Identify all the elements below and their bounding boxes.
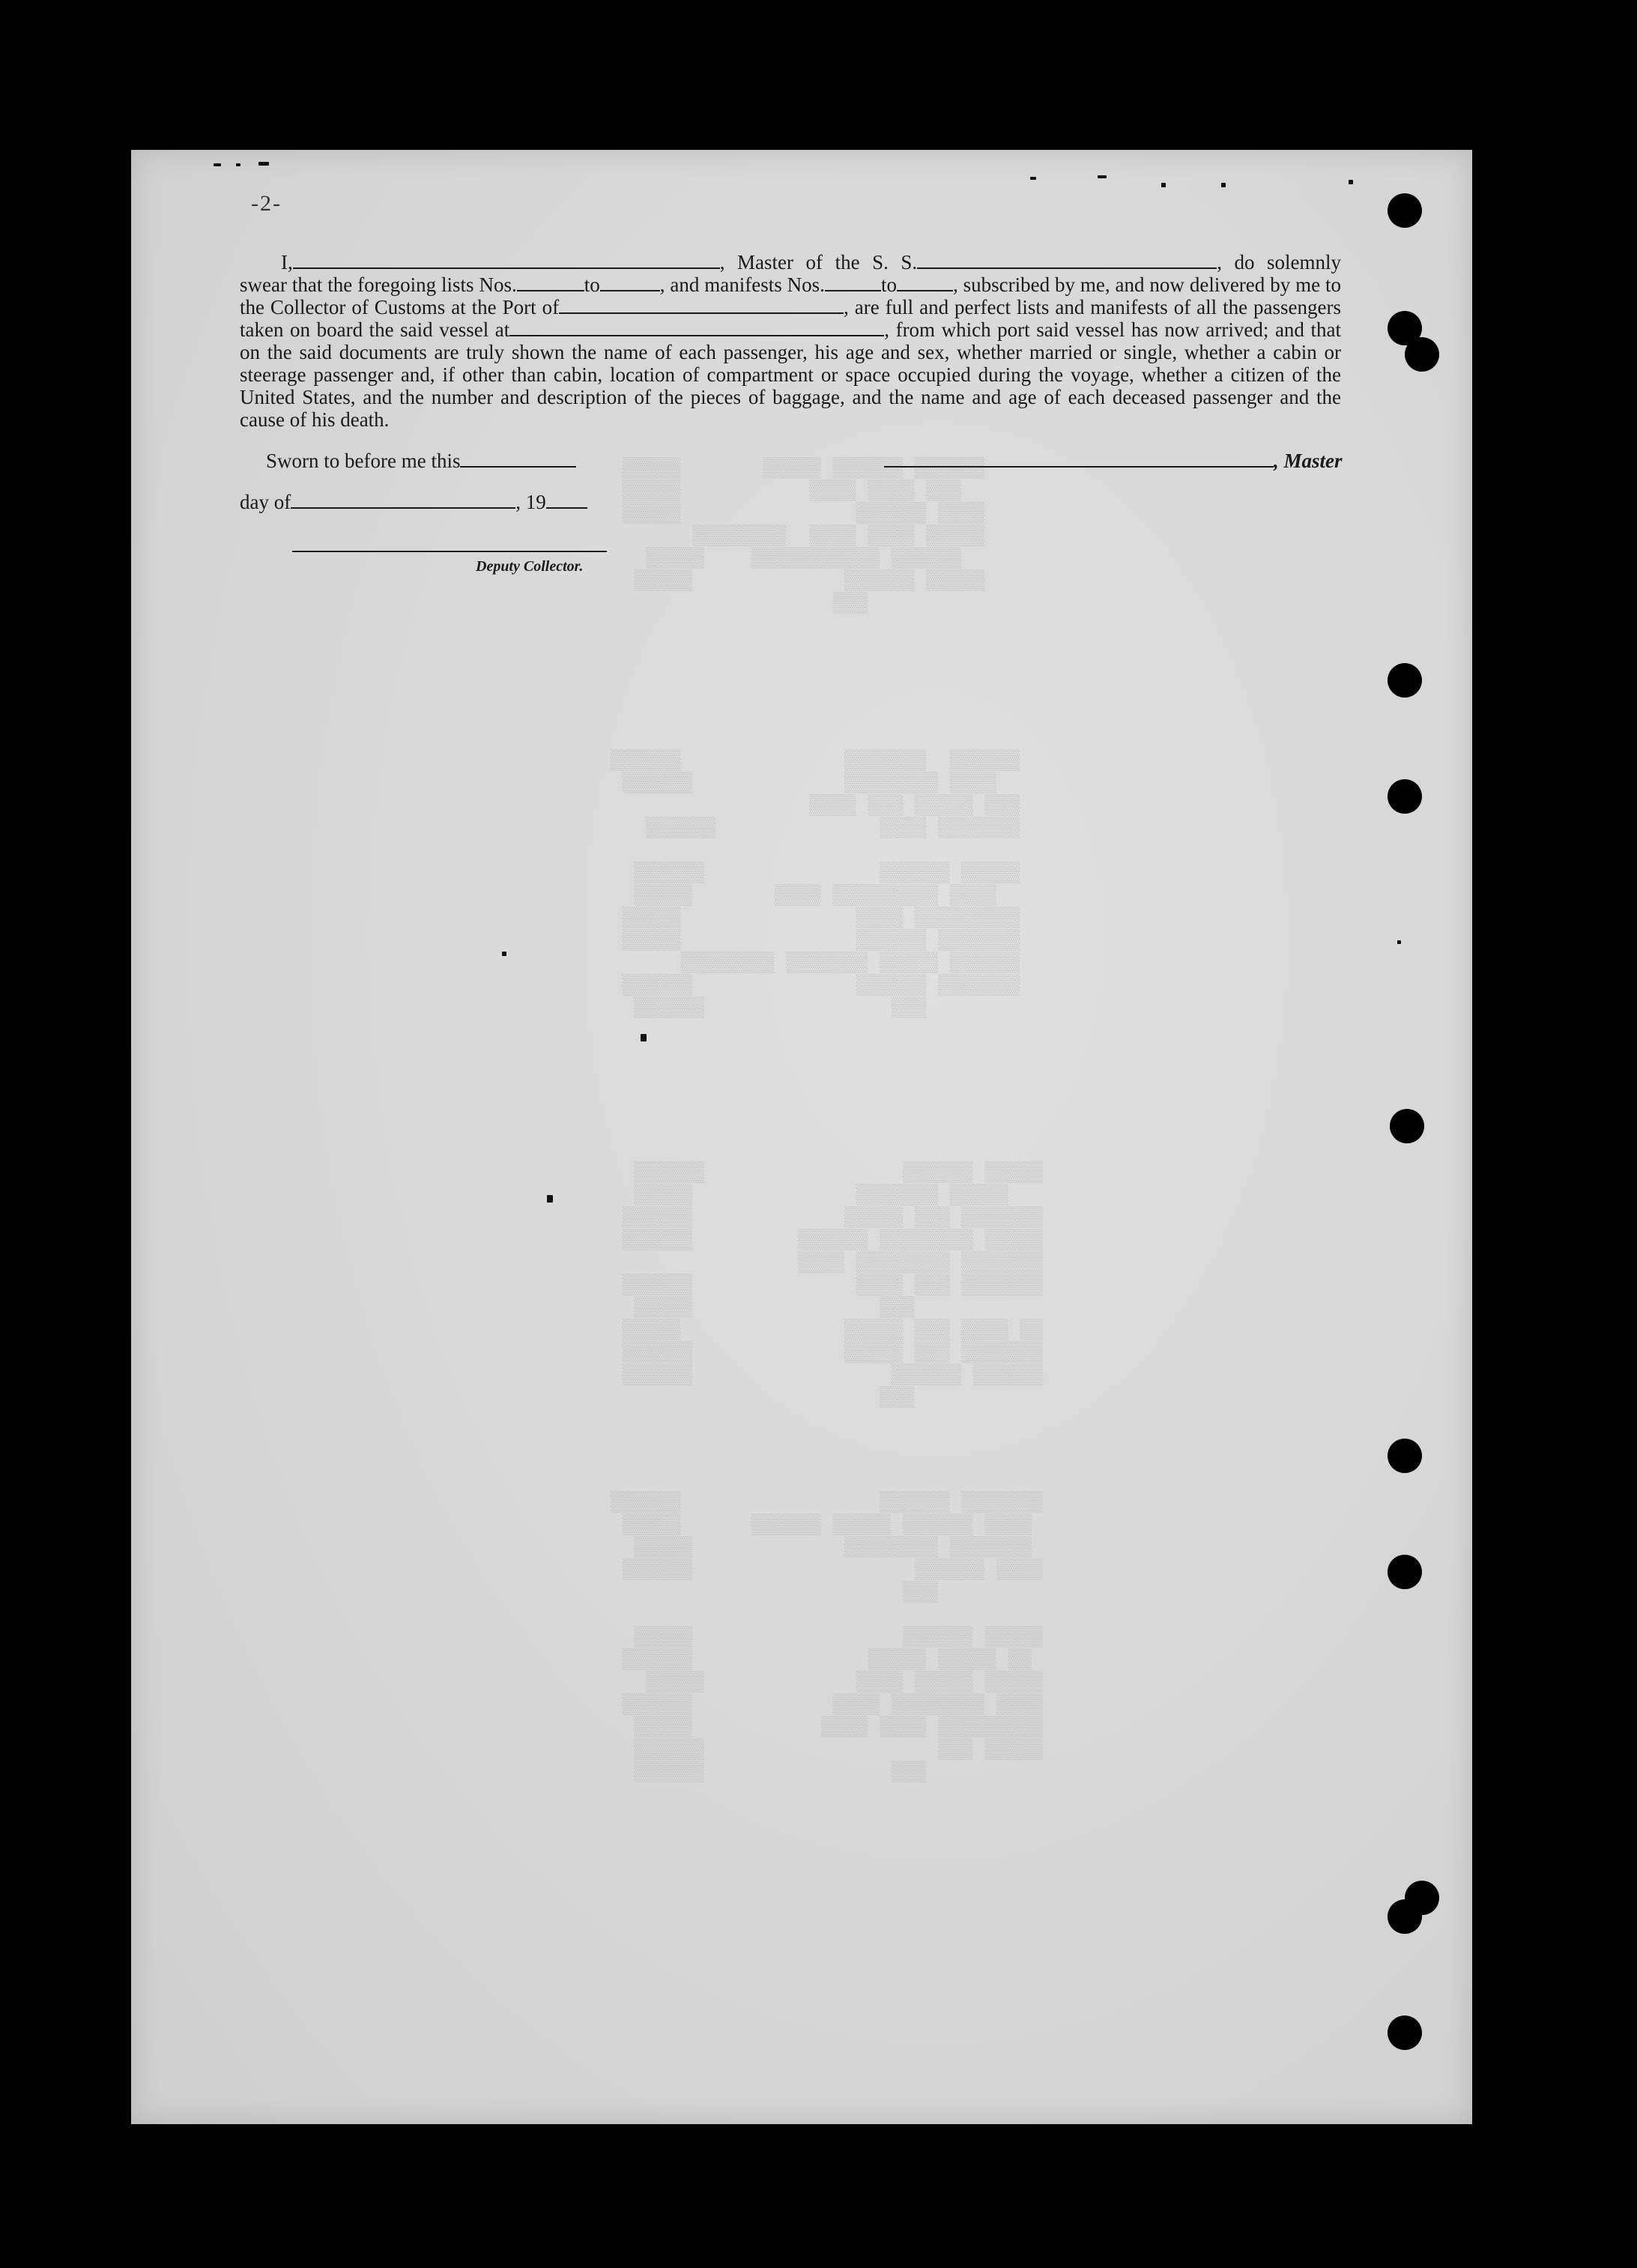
- year-label: , 19: [515, 491, 546, 513]
- binder-hole: [1388, 779, 1422, 814]
- manifests-from-blank: [825, 275, 881, 291]
- master-oath-paragraph: [240, 251, 1341, 431]
- oath-text-to-2: to: [880, 273, 897, 296]
- lists-to-blank: [600, 275, 660, 291]
- oath-text-i: I,: [281, 251, 293, 273]
- scan-speck: [214, 163, 221, 166]
- master-label: , Master: [1274, 450, 1343, 472]
- year-blank: [546, 492, 587, 509]
- master-name-blank: [293, 252, 720, 269]
- bleed-through-text: ▒▒▒▒▒▒ ▒▒▒▒▒▒ ▒▒▒▒▒ ▒▒▒▒▒ ▒▒▒ ▒▒▒▒ ▒▒▒▒ ▒▒▒▒▒ ▒▒▒▒ ▒▒▒▒▒▒ ▒▒▒▒▒ ▒▒▒▒▒ ▒▒▒▒ ▒▒▒▒ ▒▒▒▒▒▒▒▒ ▒▒▒▒▒▒ ▒▒▒▒▒▒▒▒▒▒▒ ▒▒▒▒▒ ▒▒▒▒▒ ▒▒▒▒▒▒ ▒▒▒▒▒ ▒▒▒: [622, 457, 985, 614]
- binder-hole: [1405, 337, 1439, 372]
- scan-speck: [1221, 183, 1226, 187]
- binder-hole: [1388, 193, 1422, 228]
- oath-text-delivered: , subscribed by me, and now delivered by me to the Collector of Customs at the Port of: [240, 273, 1341, 318]
- deputy-collector-label: Deputy Collector.: [476, 558, 584, 575]
- deputy-signature-line: [292, 551, 607, 552]
- lists-from-blank: [517, 275, 584, 291]
- sworn-day-blank: [460, 451, 576, 468]
- scan-speck: [236, 163, 240, 166]
- scan-speck: [1030, 177, 1036, 180]
- departure-port-blank: [509, 320, 884, 336]
- master-signature-line: [884, 451, 1274, 468]
- manifest-page: [131, 150, 1472, 2124]
- oath-text-to-1: to: [584, 273, 600, 296]
- oath-text-manifests-of: , are full and perfect lists and manifests of all the passengers taken on board the said vessel at: [240, 296, 1341, 341]
- port-blank: [559, 297, 844, 314]
- scan-speck: [1349, 180, 1353, 184]
- scan-speck: [1397, 940, 1401, 944]
- scan-speck: [258, 162, 269, 166]
- page-number: -2-: [251, 191, 282, 216]
- bleed-through-text-2: ▒▒▒▒▒▒ ▒▒▒▒▒▒▒ ▒▒▒▒▒▒ ▒▒▒▒ ▒▒▒▒▒▒▒▒ ▒▒▒▒▒▒ ▒▒▒ ▒▒▒▒▒ ▒▒▒ ▒▒▒▒ ▒▒▒▒▒▒▒ ▒▒▒▒ ▒▒▒▒▒▒ ▒▒▒▒▒ ▒▒▒▒▒▒ ▒▒▒▒▒▒ ▒▒▒▒ ▒▒▒▒▒▒▒▒▒ ▒▒▒▒ ▒▒▒▒▒ ▒▒▒▒▒▒▒▒▒ ▒▒▒▒ ▒▒▒▒▒ ▒▒▒▒▒▒▒ ▒▒▒▒▒▒ ▒▒▒▒▒ ▒▒▒▒▒▒ ▒▒▒▒▒ ▒▒▒▒▒▒▒ ▒▒▒▒▒▒▒▒ ▒▒▒▒▒▒▒ ▒▒▒▒▒▒ ▒▒▒▒▒▒ ▒▒▒ ▒▒▒▒▒▒: [611, 749, 1020, 1019]
- bleed-through-text-3: ▒▒▒▒▒ ▒▒▒▒▒▒ ▒▒▒▒▒▒ ▒▒▒▒▒ ▒▒▒▒▒▒▒ ▒▒▒▒▒ ▒▒▒▒▒▒▒ ▒▒▒ ▒▒▒▒▒ ▒▒▒▒▒▒ ▒▒▒▒▒ ▒▒▒▒▒▒▒▒ ▒▒▒▒▒▒ ▒▒▒▒▒▒ ▒▒▒▒▒▒▒ ▒▒▒▒▒▒▒▒ ▒▒▒▒ ▒▒▒▒▒▒▒ ▒▒▒ ▒▒▒▒ ▒▒▒▒▒▒ ▒▒▒ ▒▒▒▒▒ ▒▒ ▒▒▒▒ ▒▒▒ ▒▒▒▒▒ ▒▒▒▒▒ ▒▒▒▒▒▒▒ ▒▒▒ ▒▒▒▒▒ ▒▒▒▒▒▒ ▒▒▒▒▒▒ ▒▒▒▒▒▒ ▒▒▒▒▒▒ ▒▒▒: [622, 1161, 1044, 1409]
- oath-text-master-of: , Master of the S. S.: [719, 251, 918, 273]
- ship-name-blank: [917, 252, 1217, 269]
- scan-speck: [1161, 183, 1166, 187]
- binder-hole: [1388, 2016, 1422, 2050]
- sworn-before-row: [266, 450, 576, 473]
- day-of-label: day of: [240, 491, 291, 513]
- bleed-through-text-4: ▒▒▒▒▒▒▒ ▒▒▒▒▒▒ ▒▒▒▒▒▒ ▒▒▒▒ ▒▒▒▒▒▒ ▒▒▒▒▒ ▒▒▒▒▒▒ ▒▒▒▒▒ ▒▒▒▒▒▒▒ ▒▒▒▒▒▒▒▒ ▒▒▒▒▒ ▒▒▒▒ ▒▒▒▒▒▒ ▒▒▒▒▒▒ ▒▒▒ ▒▒▒▒▒ ▒▒▒▒▒▒ ▒▒▒▒▒ ▒▒ ▒▒▒▒▒ ▒▒▒▒▒ ▒▒▒▒▒▒ ▒▒▒▒▒ ▒▒▒▒▒ ▒▒▒▒ ▒▒▒▒▒ ▒▒▒▒ ▒▒▒▒▒▒▒▒ ▒▒▒▒ ▒▒▒▒▒▒ ▒▒▒▒▒▒▒▒▒ ▒▒▒▒ ▒▒▒▒ ▒▒▒▒▒ ▒▒▒▒▒ ▒▒▒ ▒▒▒▒▒▒ ▒▒▒ ▒▒▒▒▒▒: [611, 1491, 1044, 1783]
- binder-hole: [1388, 1555, 1422, 1589]
- oath-text-manifests: , and manifests Nos.: [659, 273, 825, 296]
- binder-hole: [1388, 1899, 1422, 1934]
- scan-speck: [502, 952, 506, 956]
- manifests-to-blank: [897, 275, 953, 291]
- binder-hole: [1390, 1109, 1424, 1143]
- oath-text-swear: , do solemnly swear that the foregoing lists Nos.: [240, 251, 1342, 296]
- oath-text-closing: , from which port said vessel has now arrived; and that on the said documents are truly shown the name of each passenger, his age and sex, whether married or single, whether a cabin or steerage passenger and, if other than cabin, location of compartment or space occupied during the voyage, whether a citizen of the United States, and the number and description of the pieces of baggage, and the name and age of each deceased passenger and the cause of his death.: [240, 318, 1341, 431]
- month-blank: [291, 492, 515, 509]
- scan-speck: [641, 1034, 647, 1041]
- binder-hole: [1388, 663, 1422, 698]
- master-signature-row: [884, 450, 1343, 473]
- day-of-row: [240, 491, 587, 514]
- scan-speck: [547, 1195, 553, 1203]
- sworn-label: Sworn to before me this: [266, 450, 461, 472]
- binder-hole: [1388, 1439, 1422, 1473]
- scan-speck: [1098, 175, 1107, 178]
